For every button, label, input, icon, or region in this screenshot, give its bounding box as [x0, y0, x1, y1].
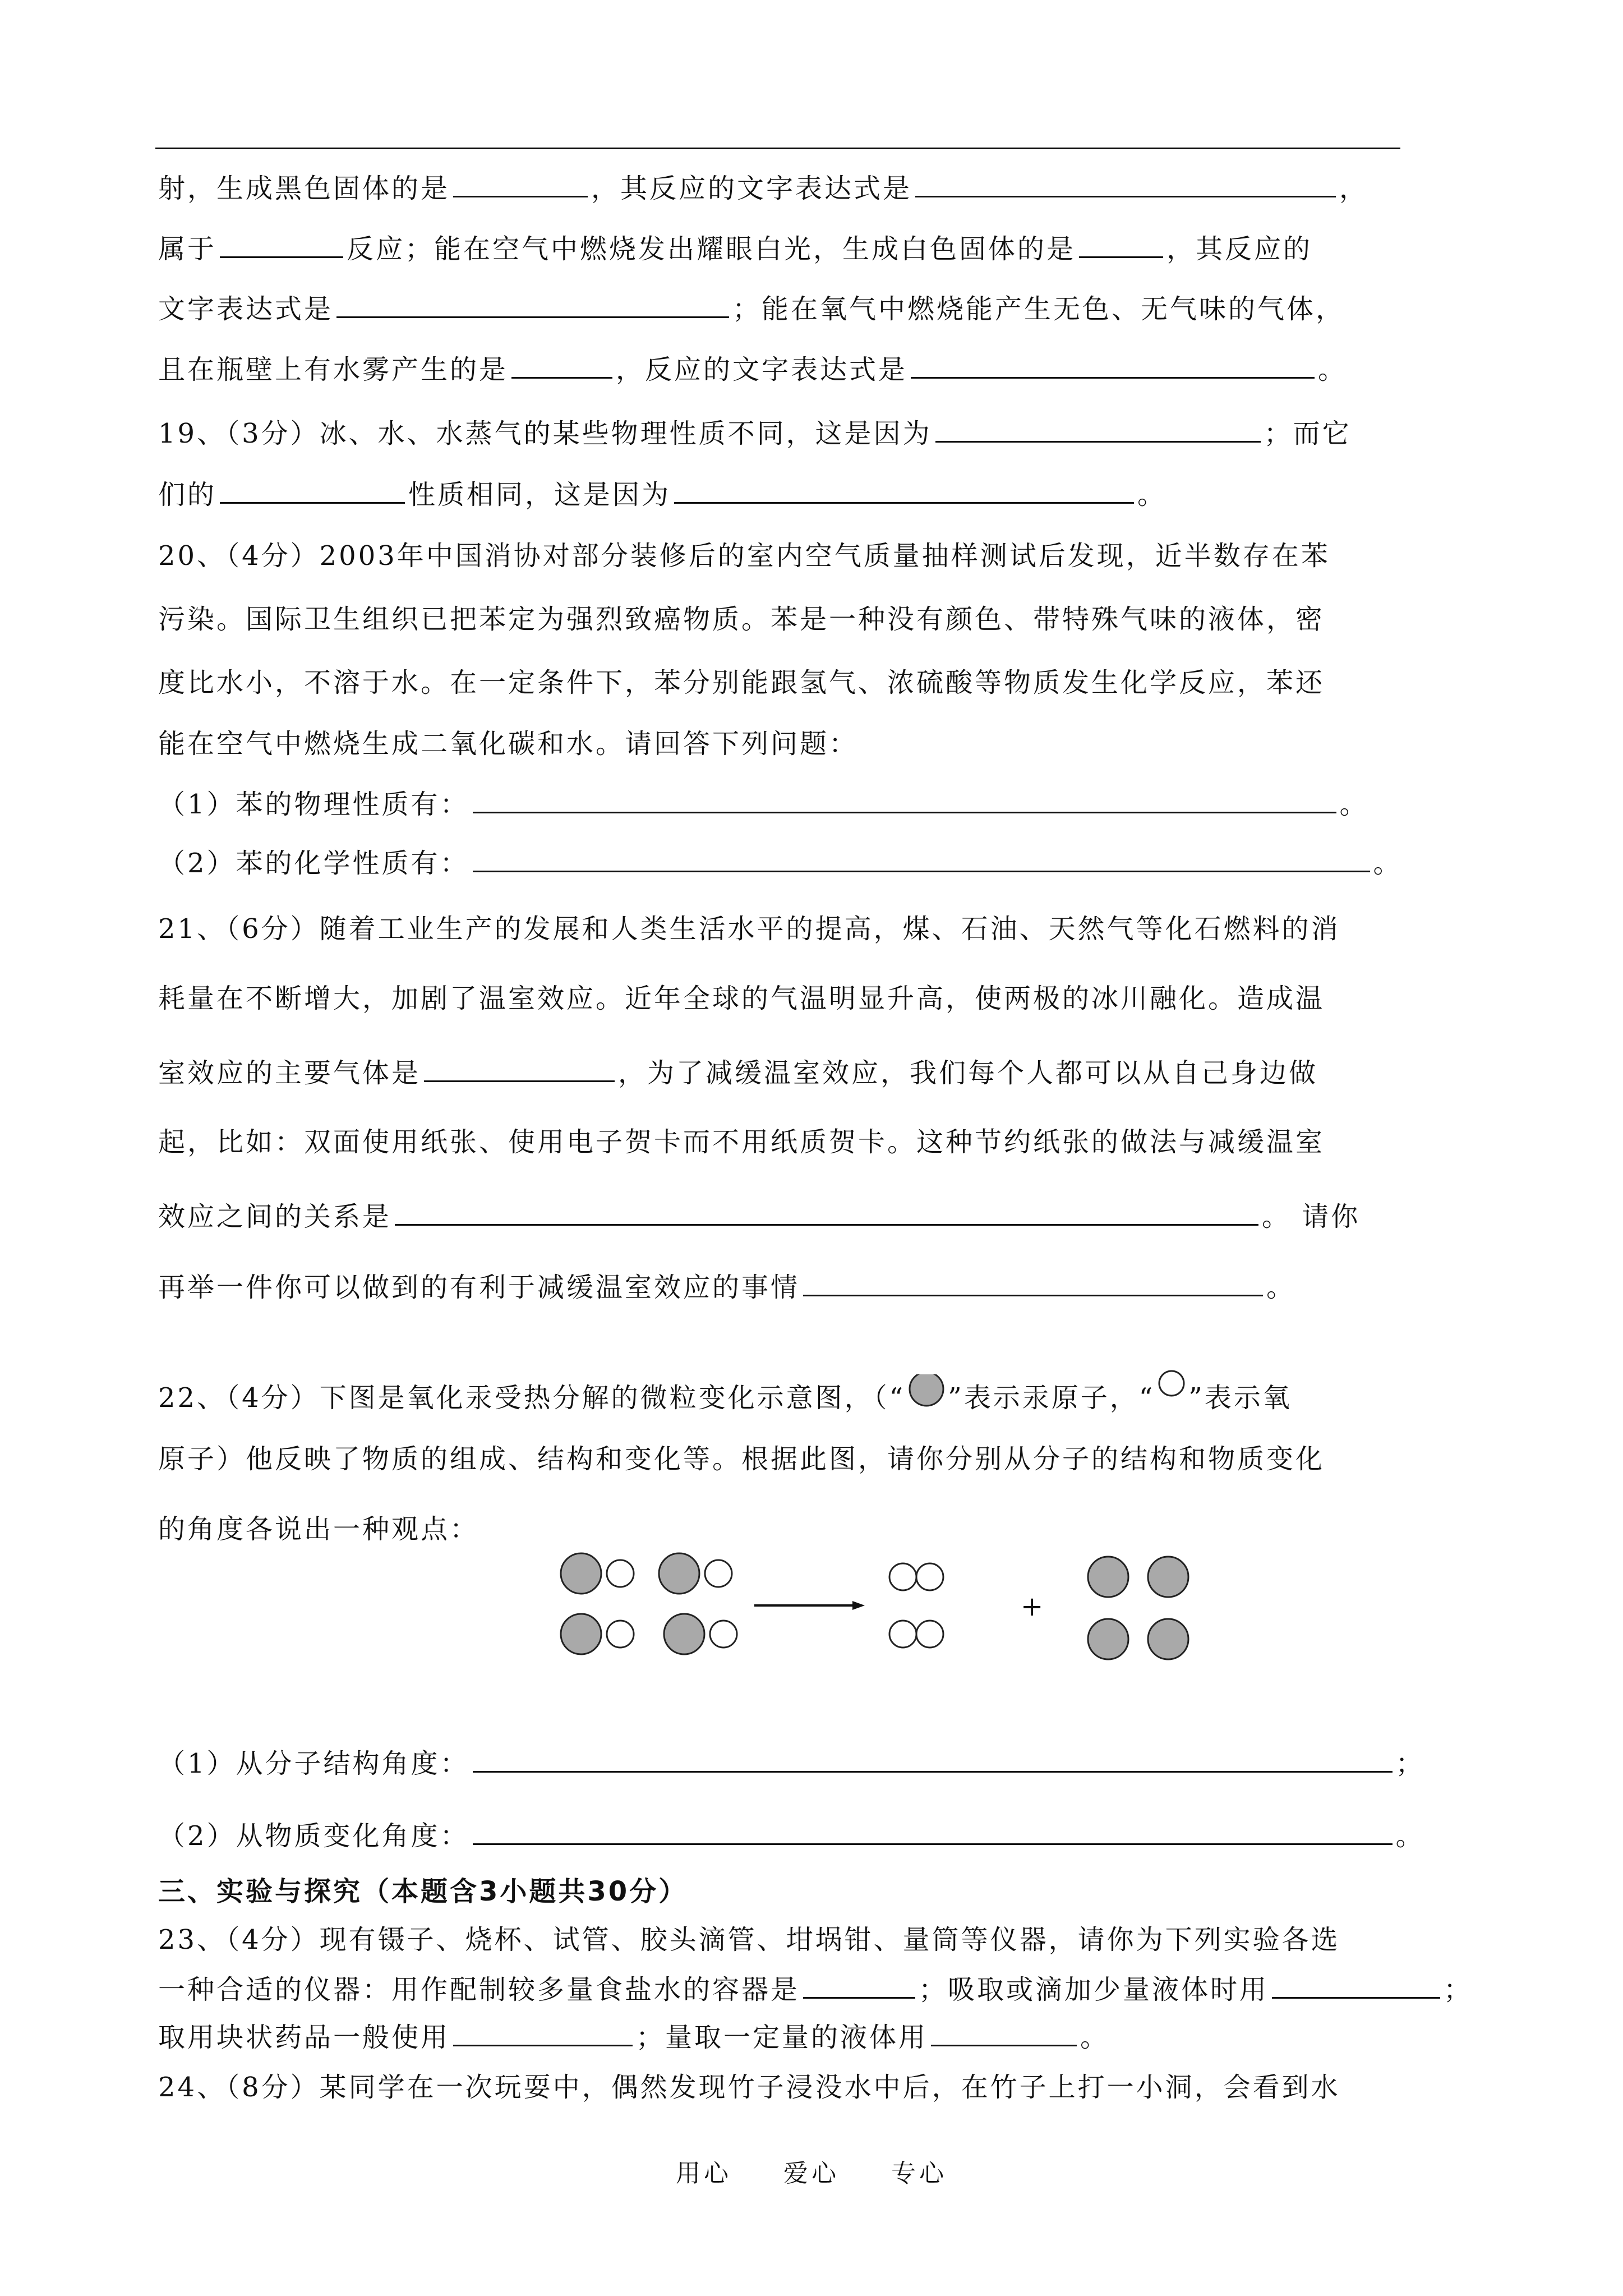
text: ； — [1444, 1974, 1473, 2005]
q18-line-4 — [158, 351, 1347, 386]
answer-blank[interactable] — [931, 2019, 1077, 2046]
text: 。 请你 — [1262, 1201, 1361, 1232]
oxygen-atom-legend-icon — [1155, 1369, 1188, 1402]
mercury-atoms — [1088, 1557, 1188, 1659]
answer-blank[interactable] — [915, 170, 1336, 197]
text: ， — [1339, 173, 1369, 204]
q21-line-2: 耗量在不断增大，加剧了温室效应。近年全球的气温明显升高，使两极的冰川融化。造成温 — [158, 983, 1325, 1014]
oxygen-molecules — [889, 1563, 943, 1648]
footer-text: 爱心 — [783, 2159, 840, 2188]
q20-sub-1 — [158, 786, 1369, 821]
q21-line-3 — [158, 1055, 1318, 1089]
q23-line-2 — [158, 1971, 1473, 2006]
footer-text: 用心 — [676, 2159, 732, 2188]
text: ，为了减缓温室效应，我们每个人都可以从自己身边做 — [618, 1057, 1318, 1089]
mercury-oxide-decomposition-diagram — [538, 1537, 1211, 1666]
q18-line-3 — [158, 291, 1345, 325]
q19-line-2 — [158, 476, 1166, 511]
text: ”表示汞原子，“ — [948, 1382, 1155, 1414]
text: （1）从分子结构角度： — [158, 1748, 469, 1779]
answer-blank[interactable] — [911, 351, 1315, 379]
text: （2）从物质变化角度： — [158, 1820, 469, 1852]
text: 反应；能在空气中燃烧发出耀眼白光，生成白色固体的是 — [347, 233, 1076, 265]
answer-blank[interactable] — [511, 351, 612, 379]
answer-blank[interactable] — [395, 1198, 1258, 1226]
text: ；能在氧气中燃烧能产生无色、无气味的气体， — [732, 293, 1345, 325]
q22-line-1 — [158, 1369, 1292, 1414]
page-footer — [0, 2153, 1623, 2189]
text: 。 — [1373, 848, 1403, 879]
text: 。 — [1137, 479, 1167, 510]
text: 室效应的主要气体是 — [158, 1057, 421, 1089]
answer-blank[interactable] — [935, 415, 1261, 443]
text: 且在瓶壁上有水雾产生的是 — [158, 354, 509, 385]
answer-blank[interactable] — [453, 2019, 633, 2046]
answer-blank[interactable] — [424, 1055, 615, 1082]
q22-line-3: 的角度各说出一种观点： — [158, 1513, 479, 1545]
text: 。 — [1318, 354, 1348, 385]
q20-line-3: 度比水小，不溶于水。在一定条件下，苯分别能跟氢气、浓硫酸等物质发生化学反应，苯还 — [158, 667, 1325, 698]
text: 。 — [1339, 789, 1369, 820]
text: 们的 — [158, 479, 217, 510]
q21-line-4: 起，比如：双面使用纸张、使用电子贺卡而不用纸质贺卡。这种节约纸张的做法与减缓温室 — [158, 1126, 1325, 1158]
q21-line-1: 21、（6分）随着工业生产的发展和人类生活水平的提高，煤、石油、天然气等化石燃料的消 — [158, 913, 1340, 945]
text: 22、（4分）下图是氧化汞受热分解的微粒变化示意图，（“ — [158, 1382, 906, 1414]
text: ；量取一定量的液体用 — [636, 2022, 928, 2053]
text: ，其反应的文字表达式是 — [591, 173, 912, 204]
text: ； — [1395, 1748, 1425, 1779]
text: 19、（3分）冰、水、水蒸气的某些物理性质不同，这是因为 — [158, 418, 932, 449]
plus-sign: + — [1021, 1591, 1044, 1622]
q24-line-1: 24、（8分）某同学在一次玩耍中，偶然发现竹子浸没水中后，在竹子上打一小洞，会看到水 — [158, 2072, 1340, 2103]
mercury-atom-legend-icon — [905, 1374, 948, 1410]
text: ；而它 — [1264, 418, 1352, 449]
text: 性质相同，这是因为 — [408, 479, 671, 510]
text: ”表示氧 — [1188, 1382, 1292, 1414]
text: ，反应的文字表达式是 — [616, 354, 908, 385]
answer-blank[interactable] — [1272, 1971, 1440, 1999]
answer-blank[interactable] — [803, 1971, 915, 1999]
q22-sub-1 — [158, 1745, 1425, 1780]
q20-sub-2 — [158, 845, 1403, 880]
section-3-title: 三、实验与探究（本题含3小题共30分） — [158, 1876, 688, 1907]
text: 。 — [1395, 1820, 1425, 1852]
answer-blank[interactable] — [473, 1818, 1393, 1845]
text: ，其反应的 — [1166, 233, 1313, 265]
q19-line-1 — [158, 415, 1352, 450]
text: （2）苯的化学性质有： — [158, 848, 469, 879]
answer-blank[interactable] — [803, 1269, 1263, 1296]
answer-blank[interactable] — [1079, 231, 1163, 258]
text: 。 — [1080, 2022, 1110, 2053]
answer-blank[interactable] — [336, 291, 729, 318]
answer-blank[interactable] — [220, 476, 405, 504]
q22-sub-2 — [158, 1818, 1425, 1852]
q20-line-4: 能在空气中燃烧生成二氧化碳和水。请回答下列问题： — [158, 728, 859, 760]
text: 效应之间的关系是 — [158, 1201, 392, 1232]
q23-line-3 — [158, 2019, 1109, 2054]
text: 再举一件你可以做到的有利于减缓温室效应的事情 — [158, 1272, 800, 1303]
text: 取用块状药品一般使用 — [158, 2022, 450, 2053]
q23-line-1: 23、（4分）现有镊子、烧杯、试管、胶头滴管、坩埚钳、量筒等仪器，请你为下列实验各选 — [158, 1924, 1340, 1955]
text: 属于 — [158, 233, 217, 265]
q18-line-1 — [158, 170, 1368, 205]
q18-line-2 — [158, 231, 1312, 265]
text: 射，生成黑色固体的是 — [158, 173, 450, 204]
text: （1）苯的物理性质有： — [158, 789, 469, 820]
answer-blank[interactable] — [453, 170, 588, 197]
text: 一种合适的仪器：用作配制较多量食盐水的容器是 — [158, 1974, 800, 2005]
mercury-oxide-molecules — [561, 1553, 737, 1654]
answer-blank[interactable] — [473, 1745, 1393, 1773]
answer-blank[interactable] — [473, 845, 1370, 872]
q20-line-2: 污染。国际卫生组织已把苯定为强烈致癌物质。苯是一种没有颜色、带特殊气味的液体，密 — [158, 604, 1325, 635]
q21-line-6 — [158, 1269, 1295, 1304]
text: ；吸取或滴加少量液体时用 — [919, 1974, 1269, 2005]
q21-line-5 — [158, 1198, 1360, 1233]
text: 文字表达式是 — [158, 293, 334, 325]
q22-line-2: 原子）他反映了物质的组成、结构和变化等。根据此图，请你分别从分子的结构和物质变化 — [158, 1443, 1325, 1475]
answer-blank[interactable] — [220, 231, 343, 258]
q20-line-1: 20、（4分）2003年中国消协对部分装修后的室内空气质量抽样测试后发现，近半数存在苯 — [158, 540, 1330, 572]
answer-blank[interactable] — [473, 786, 1336, 813]
text: 。 — [1266, 1272, 1296, 1303]
footer-text: 专心 — [891, 2159, 947, 2188]
header-rule — [155, 148, 1400, 149]
answer-blank[interactable] — [674, 476, 1134, 504]
reaction-arrow — [754, 1601, 865, 1610]
